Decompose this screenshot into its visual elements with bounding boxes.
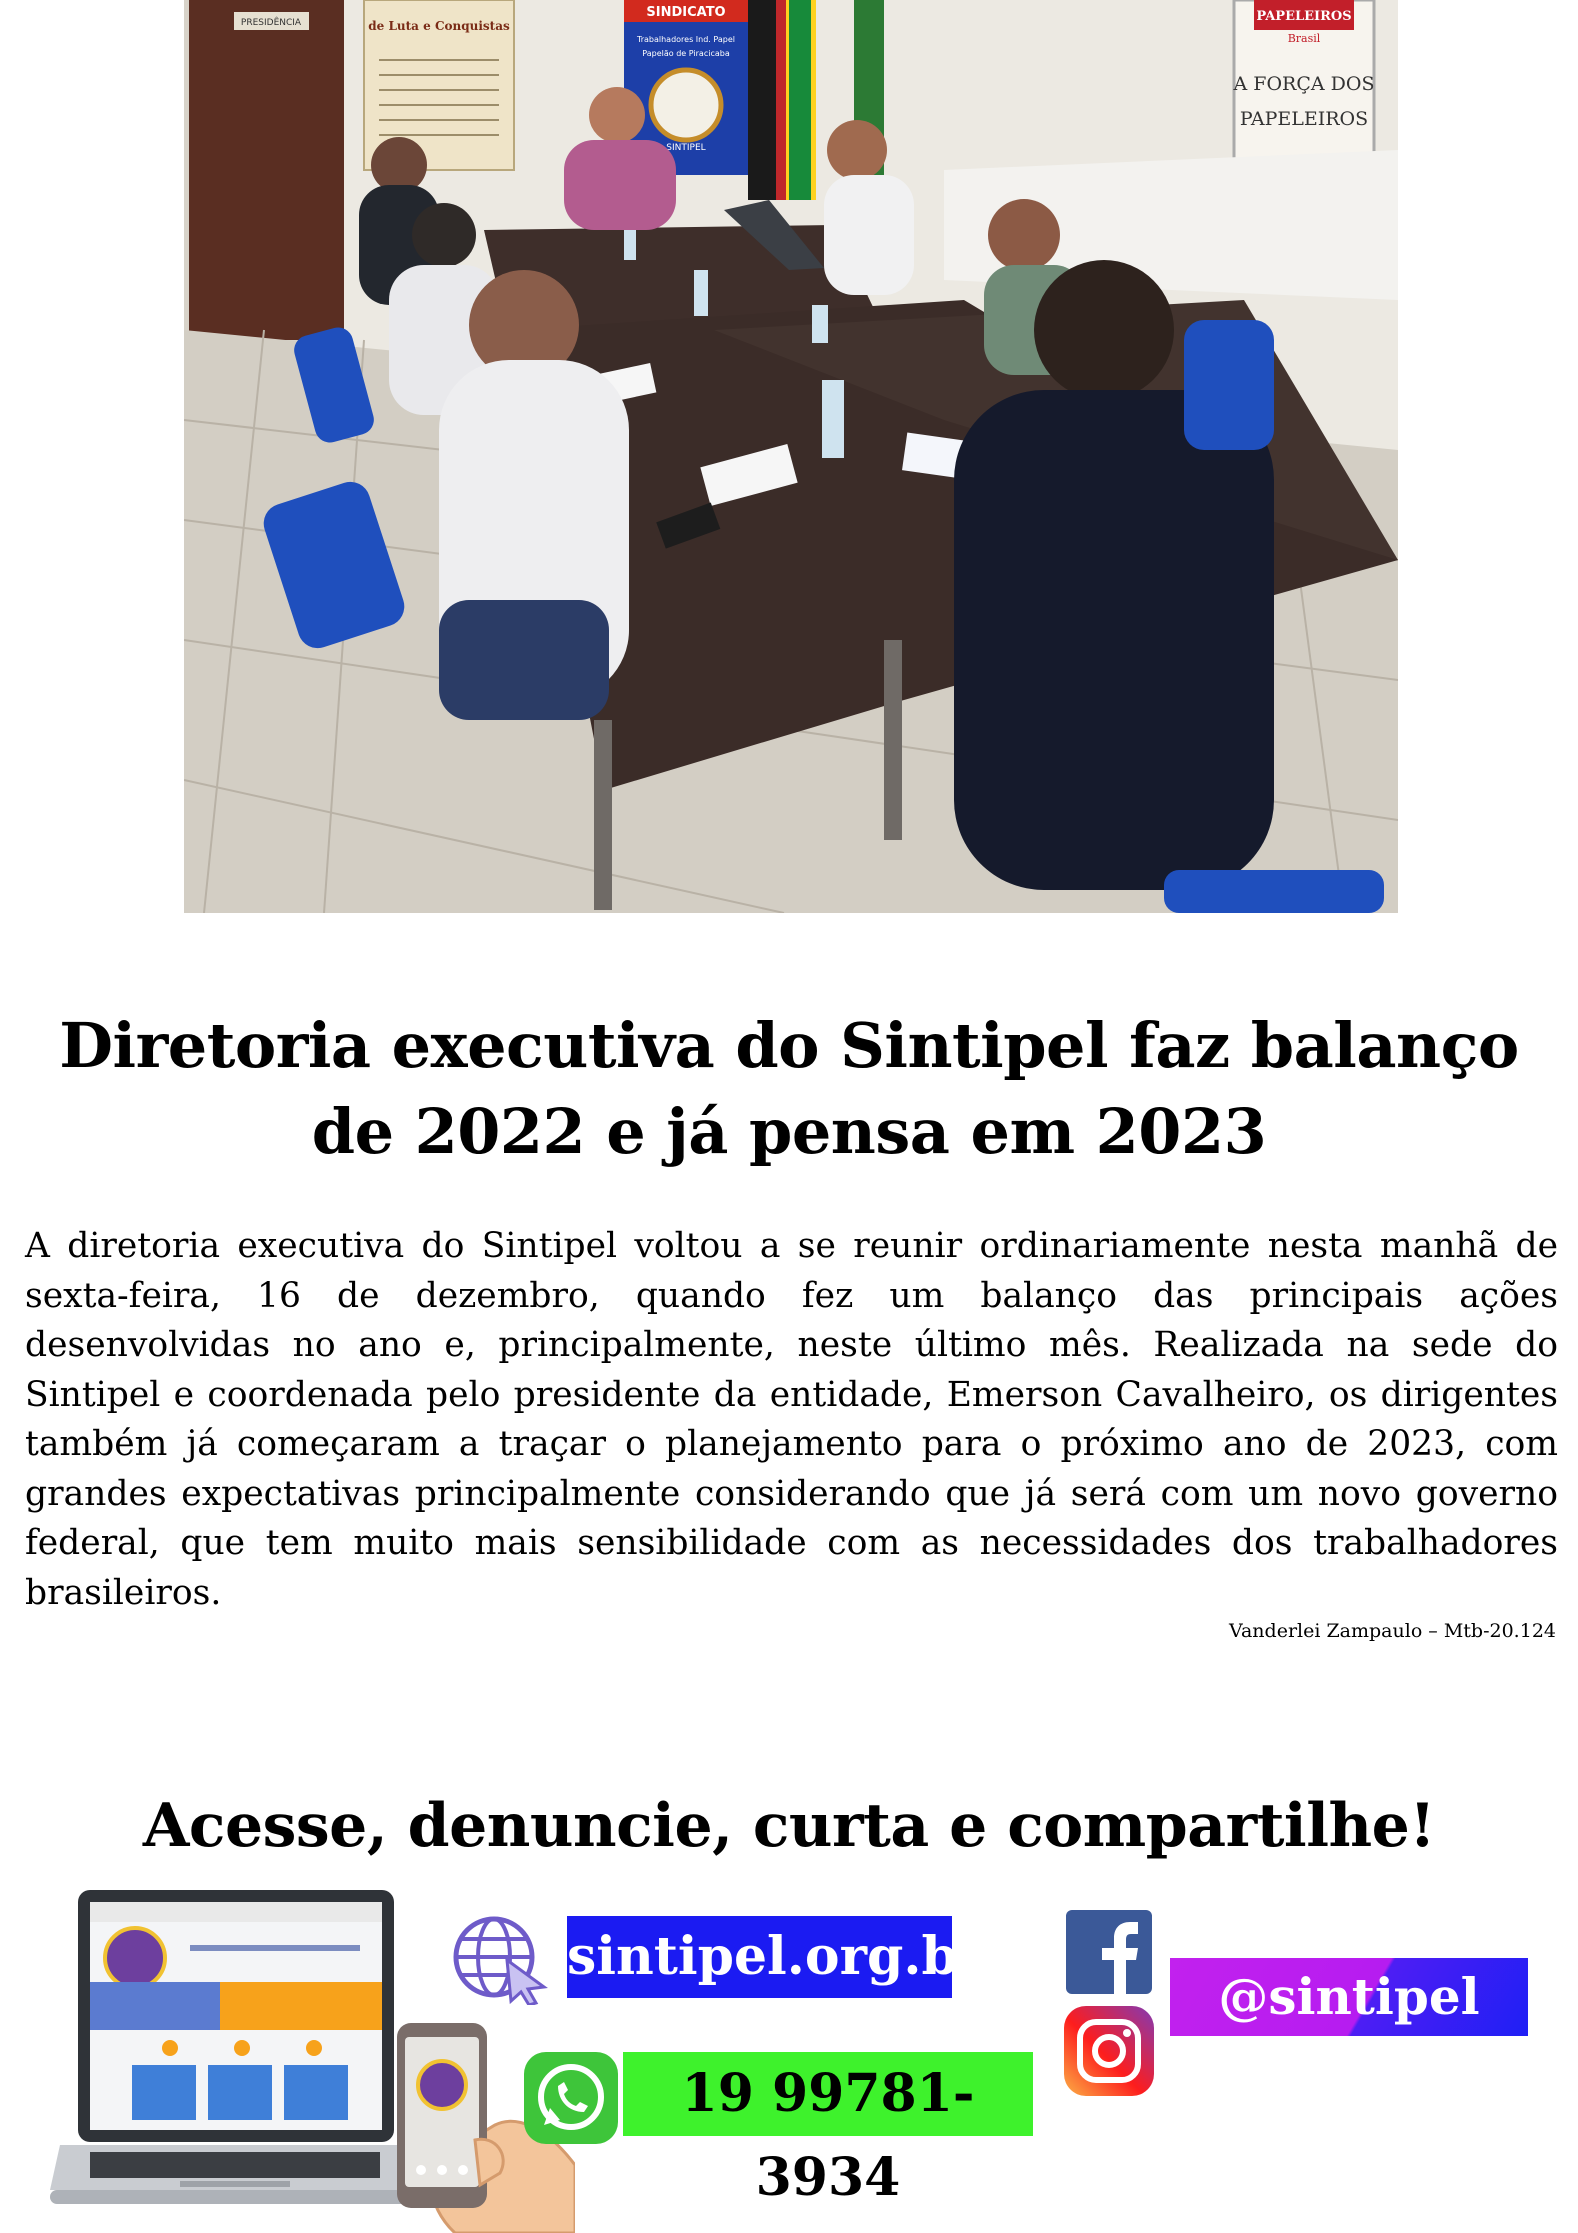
laptop-illustration [50,1890,420,2213]
instagram-icon[interactable] [1062,2004,1156,2098]
whatsapp-number[interactable]: 19 99781-3934 [623,2052,1033,2136]
whatsapp-icon[interactable] [522,2050,620,2146]
social-handle[interactable]: @sintipel [1170,1958,1528,2036]
svg-text:SINDICATO: SINDICATO [646,5,726,20]
facebook-icon[interactable] [1066,1910,1152,1994]
meeting-photo-illustration [184,0,1398,913]
meeting-photo [184,0,1398,913]
svg-text:Papelão de Piracicaba: Papelão de Piracicaba [642,49,730,58]
headline-line-1: Diretoria executiva do Sintipel faz balanço [59,1009,1519,1082]
article-byline: Vanderlei Zampaulo – Mtb-20.124 [1229,1620,1556,1642]
svg-text:Trabalhadores Ind. Papel: Trabalhadores Ind. Papel [637,35,735,44]
call-to-action: Acesse, denuncie, curta e compartilhe! [142,1791,1436,1861]
svg-text:A FORÇA DOS: A FORÇA DOS [1233,73,1375,95]
article-headline [40,1003,1538,1175]
svg-text:SINTIPEL: SINTIPEL [666,143,706,153]
svg-text:PAPELEIROS: PAPELEIROS [1256,9,1352,24]
svg-text:PAPELEIROS: PAPELEIROS [1239,108,1369,130]
headline-line-2: de 2022 e já pensa em 2023 [311,1095,1267,1168]
svg-text:Brasil: Brasil [1287,32,1321,45]
website-link[interactable]: sintipel.org.br [567,1916,952,1998]
svg-text:de Luta e Conquistas: de Luta e Conquistas [368,19,510,33]
globe-icon [452,1915,550,2005]
article-body: A diretoria executiva do Sintipel voltou a se reunir ordinariamente nesta manhã de sexta-feira, 16 de dezembro, quando fez um balanço das principais ações desenvolvidas no ano e, principalmente, neste último mês. Realizada na sede do Sintipel e coordenada pelo presidente da entidade, Emerson Cavalheiro, os dirigentes também já começaram a traçar o planejamento para o próximo ano de 2023, com grandes expectativas principalmente considerando que já será com um novo governo federal, que tem muito mais sensibilidade com as necessidades dos trabalhadores brasileiros. [25,1226,1558,1613]
svg-text:PRESIDÊNCIA: PRESIDÊNCIA [240,18,302,28]
